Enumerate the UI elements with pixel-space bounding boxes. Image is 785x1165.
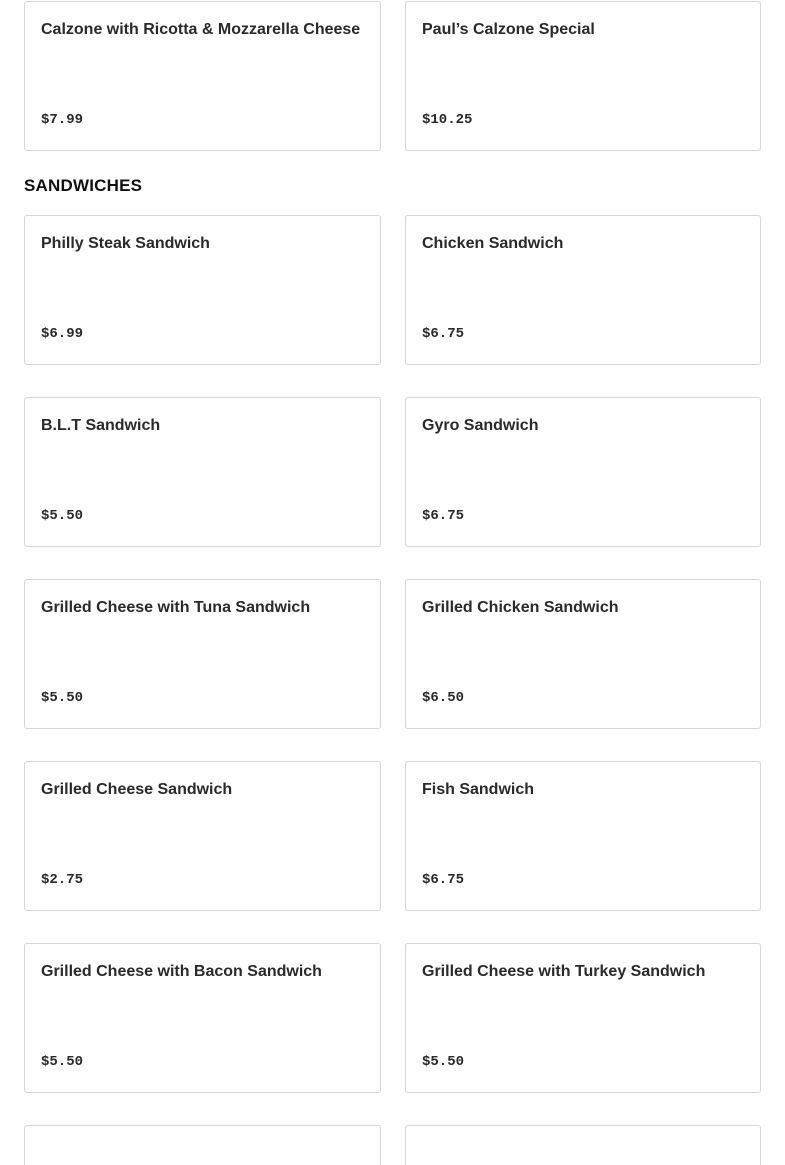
menu-item-card[interactable] (24, 761, 381, 911)
menu-item-card[interactable] (405, 397, 761, 547)
menu-item-name: Grilled Cheese with Tuna Sandwich (41, 599, 311, 616)
menu-item-card[interactable] (24, 1, 381, 151)
menu-item-price: $5.50 (41, 690, 84, 706)
menu-item-name: B.L.T Sandwich (41, 417, 161, 434)
menu-item-price: $6.75 (422, 508, 465, 524)
menu-item-price: $6.75 (422, 872, 465, 888)
menu-item-name: Philly Steak Sandwich (41, 235, 210, 252)
menu-item-price: $2.75 (41, 872, 84, 888)
menu-item-price: $5.50 (41, 508, 84, 524)
menu-item-card-partial[interactable] (405, 1125, 761, 1165)
menu-item-price: $5.50 (422, 1054, 465, 1070)
menu-item-card[interactable] (405, 215, 761, 365)
menu-item-price: $7.99 (41, 112, 84, 128)
menu-item-name: Fish Sandwich (422, 781, 535, 798)
menu-item-name: Grilled Cheese with Bacon Sandwich (41, 963, 322, 980)
menu-item-name: Grilled Chicken Sandwich (422, 599, 619, 616)
section-heading-sandwiches: SANDWICHES (24, 176, 143, 195)
menu-item-card-partial[interactable] (24, 1125, 381, 1165)
menu-item-price: $6.75 (422, 326, 465, 342)
menu-item-name: Grilled Cheese with Turkey Sandwich (422, 963, 706, 980)
menu-item-card[interactable] (24, 943, 381, 1093)
menu-item-card[interactable] (405, 761, 761, 911)
menu-item-name: Paul’s Calzone Special (422, 21, 595, 38)
calzone-items-grid (24, 1, 761, 151)
menu-item-card[interactable] (24, 215, 381, 365)
menu-item-price: $10.25 (422, 112, 473, 128)
menu-item-name: Chicken Sandwich (422, 235, 564, 252)
menu-item-card[interactable] (24, 579, 381, 729)
sandwich-items-grid (24, 215, 761, 1165)
menu-item-price: $6.99 (41, 326, 84, 342)
menu-item-card[interactable] (405, 579, 761, 729)
menu-item-name: Gyro Sandwich (422, 417, 539, 434)
menu-item-card[interactable] (405, 1, 761, 151)
menu-item-price: $5.50 (41, 1054, 84, 1070)
menu-item-name: Calzone with Ricotta & Mozzarella Cheese (41, 21, 361, 38)
menu-item-name: Grilled Cheese Sandwich (41, 781, 233, 798)
menu-item-card[interactable] (405, 943, 761, 1093)
menu-item-price: $6.50 (422, 690, 465, 706)
menu-item-card[interactable] (24, 397, 381, 547)
